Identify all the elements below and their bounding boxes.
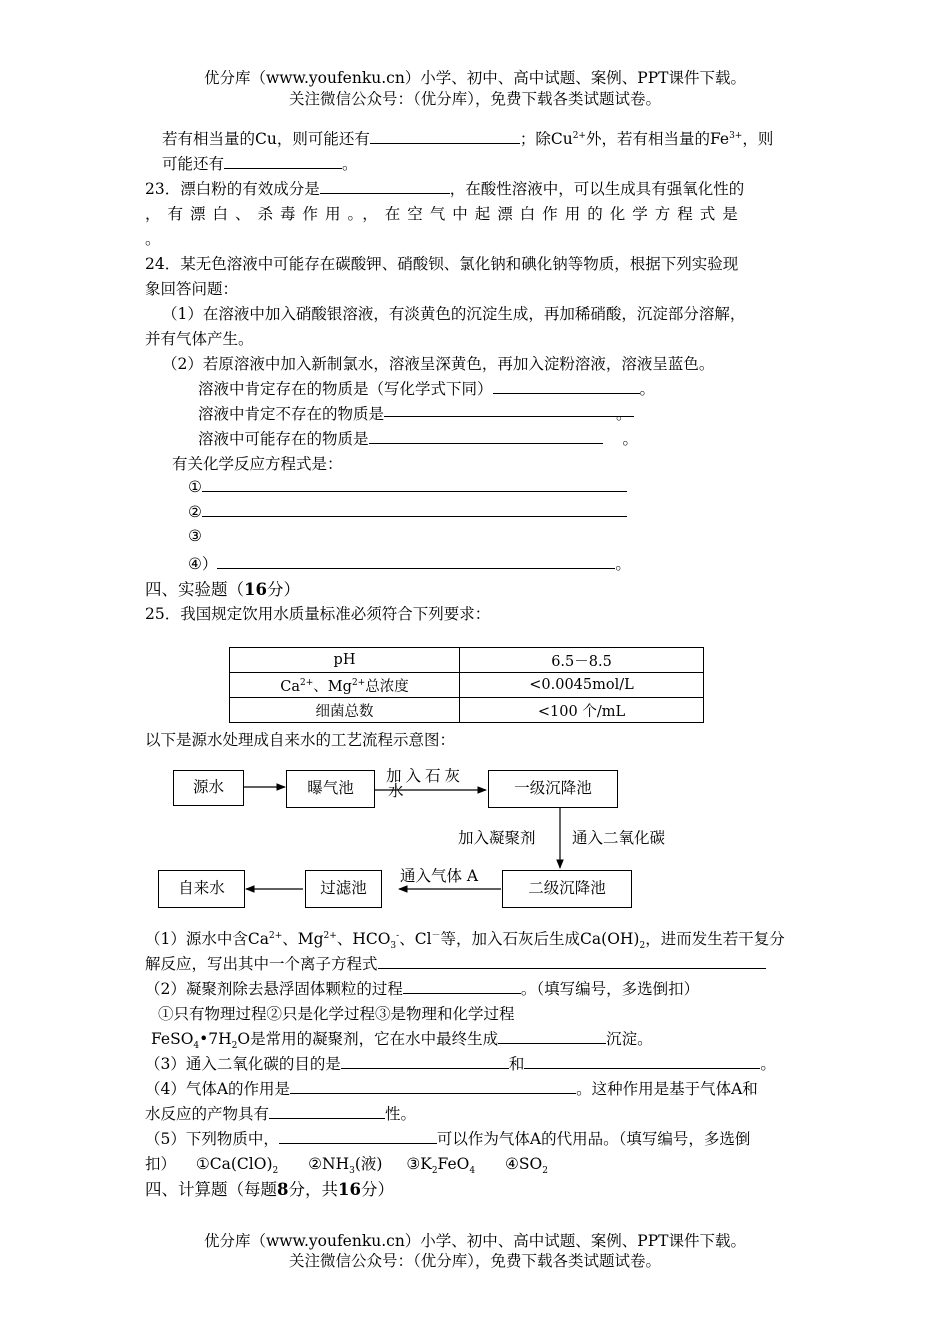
q24-step2: （2）若原溶液中加入新制氯水，溶液呈深黄色，再加入淀粉溶液，溶液呈蓝色。 bbox=[162, 355, 715, 373]
header-line-1: 优分库（www.youfenku.cn）小学、初中、高中试题、案例、PPT课件下载。 bbox=[203, 69, 747, 87]
p2-text-a: （2）凝聚剂除去悬浮固体颗粒的过程 bbox=[145, 980, 403, 998]
ion-total: 总浓度 bbox=[365, 678, 409, 695]
q25-p2-line-3 bbox=[151, 1027, 653, 1051]
p2-text-d: 沉淀。 bbox=[606, 1030, 653, 1048]
q25-p1-line-2 bbox=[145, 952, 766, 974]
q22-blank-2[interactable] bbox=[224, 154, 342, 169]
p3-text-a: （3）通入二氧化碳的目的是 bbox=[145, 1055, 341, 1073]
q23-text-b: ，在酸性溶液中，可以生成具有强氧化性的 bbox=[449, 180, 745, 198]
q22-cu-charge: 2+ bbox=[572, 130, 586, 141]
q23-line-2: ，有漂白、杀毒作用。，在空气中起漂白作用的化学方程式是 bbox=[145, 205, 745, 223]
q25-p4-line-1 bbox=[145, 1077, 758, 1099]
opt2-tail: (液) bbox=[354, 1155, 383, 1173]
flow-box-settle2: 二级沉降池 bbox=[502, 870, 632, 908]
p1-text-g: 解反应，写出其中一个离子方程式 bbox=[145, 955, 378, 973]
p5-text-a: （5）下列物质中， bbox=[145, 1130, 279, 1148]
q24-line-2: 象回答问题： bbox=[145, 280, 239, 298]
ion-ca: Ca bbox=[280, 678, 301, 695]
p1-text-a: （1）源水中含Ca bbox=[145, 930, 269, 948]
q25-p2-line-1 bbox=[145, 977, 699, 999]
p1-cl-charge: － bbox=[431, 930, 441, 941]
flow-label-co2: 通入二氧化碳 bbox=[572, 829, 666, 847]
q24-step1-b: 并有气体产生。 bbox=[145, 330, 254, 348]
p1-text-d: 、Cl bbox=[399, 930, 432, 948]
sec5-title-a: 四、计算题（每题 bbox=[145, 1180, 277, 1199]
q24-maybe-blank[interactable] bbox=[369, 429, 603, 444]
sec4-title-a: 四、实验题（ bbox=[145, 580, 244, 599]
opt3-sub-2: 4 bbox=[469, 1166, 476, 1177]
p1-text-c: 、HCO bbox=[336, 930, 391, 948]
sec4-unit: 分） bbox=[266, 580, 300, 599]
q24-mustnot-blank[interactable] bbox=[384, 402, 634, 423]
q25-p5-line-2 bbox=[145, 1152, 548, 1176]
ion-mg-charge: 2+ bbox=[351, 677, 366, 688]
q22-text-f: 。 bbox=[342, 155, 358, 173]
q24-eq-4-blank[interactable] bbox=[217, 554, 615, 569]
q23-line-1 bbox=[145, 177, 744, 199]
q25-p1-line-1 bbox=[145, 927, 785, 951]
option-2 bbox=[308, 1155, 383, 1177]
q24-mustnot-end: 。 bbox=[616, 405, 632, 423]
flow-label-lime-tail: 水 bbox=[388, 782, 404, 800]
p2-feso4: FeSO bbox=[151, 1030, 194, 1048]
q22-text-a: 若有相当量的Cu，则可能还有 bbox=[162, 130, 370, 148]
p5-text-b: 可以作为气体A的代用品。（填写编号，多选倒 bbox=[436, 1130, 751, 1148]
opt3-mid: FeO bbox=[437, 1155, 470, 1173]
section-4-title bbox=[145, 576, 300, 600]
q23-blank-1[interactable] bbox=[320, 179, 450, 194]
q24-eq-1-label: ① bbox=[188, 478, 202, 496]
q25-p4-line-2 bbox=[145, 1102, 416, 1124]
q24-maybe-label: 溶液中可能存在的物质是 bbox=[198, 430, 369, 448]
p1-mg-charge: 2+ bbox=[323, 930, 337, 941]
ion-ca-charge: 2+ bbox=[300, 677, 314, 688]
table-row bbox=[230, 673, 704, 698]
p5-text-c: 扣） bbox=[145, 1155, 177, 1173]
q24-line-1: 24．某无色溶液中可能存在碳酸钾、硝酸钡、氯化钠和碘化钠等物质，根据下列实验现 bbox=[145, 255, 739, 273]
opt3-sub-1: 2 bbox=[431, 1166, 438, 1177]
p1-ca-charge: 2+ bbox=[268, 930, 283, 941]
p1-caoh-sub: 2 bbox=[639, 941, 646, 952]
p2-blank-1[interactable] bbox=[403, 979, 521, 994]
q24-must-label: 溶液中肯定存在的物质是（写化学式下同） bbox=[198, 380, 493, 398]
q24-must-end: 。 bbox=[639, 380, 656, 398]
flow-box-aeration: 曝气池 bbox=[286, 770, 375, 808]
p1-hco3-sub: 3 bbox=[390, 941, 397, 952]
p2-text-b: 。（填写编号，多选倒扣） bbox=[520, 980, 700, 998]
q24-must-exist bbox=[198, 377, 655, 399]
table-cell-ions-value: <0.0045mol/L bbox=[460, 673, 704, 698]
q24-eq-3-label: ③ bbox=[188, 527, 202, 545]
p2-h2o: •7H bbox=[199, 1030, 232, 1048]
q24-eq-1-blank[interactable] bbox=[202, 477, 627, 492]
sec5-score-total: 16 bbox=[337, 1180, 361, 1199]
q25-p2-options: ①只有物理过程②只是化学过程③是物理和化学过程 bbox=[158, 1005, 515, 1023]
sec5-mid: 分，共 bbox=[288, 1180, 338, 1199]
p4-text-c: 水反应的产物具有 bbox=[145, 1105, 270, 1123]
sec5-score-each: 8 bbox=[277, 1180, 289, 1199]
table-cell-bacteria-value: <100 个/mL bbox=[460, 698, 704, 723]
table-row bbox=[230, 648, 704, 673]
opt1-text: ①Ca(ClO) bbox=[195, 1155, 273, 1173]
table-cell-ph-value: 6.5－8.5 bbox=[460, 648, 704, 673]
q24-eq-title: 有关化学反应方程式是： bbox=[172, 455, 343, 473]
q24-eq-2 bbox=[188, 502, 627, 521]
q22-text-b: ；除Cu bbox=[519, 130, 573, 148]
flow-label-gas-a: 通入气体 A bbox=[400, 867, 479, 885]
p1-text-b: 、Mg bbox=[282, 930, 324, 948]
q24-eq-2-blank[interactable] bbox=[202, 502, 627, 517]
q24-step1-a: （1）在溶液中加入硝酸银溶液，有淡黄色的沉淀生成，再加稀硝酸，沉淀部分溶解， bbox=[162, 305, 746, 323]
opt4-sub: 2 bbox=[542, 1166, 548, 1177]
flow-box-tap-water: 自来水 bbox=[158, 870, 245, 908]
section-calc-title bbox=[145, 1176, 394, 1200]
flow-label-coagulant: 加入凝聚剂 bbox=[458, 829, 536, 847]
q24-must-blank[interactable] bbox=[493, 379, 640, 394]
q24-eq-2-label: ② bbox=[188, 503, 202, 521]
q24-eq-4 bbox=[188, 552, 631, 574]
p4-blank-2[interactable] bbox=[269, 1104, 385, 1119]
q25-intro: 25．我国规定饮用水质量标准必须符合下列要求： bbox=[145, 605, 491, 623]
p3-text-c: 。 bbox=[760, 1055, 776, 1073]
water-standard-table bbox=[229, 647, 704, 723]
q22-text-c: 外，若有相当量的Fe bbox=[585, 130, 730, 148]
q22-blank-1[interactable] bbox=[370, 129, 520, 144]
opt3-text: ③K bbox=[406, 1155, 432, 1173]
p1-text-e: 等，加入石灰后生成Ca(OH) bbox=[440, 930, 640, 948]
q24-mustnot-label: 溶液中肯定不存在的物质是 bbox=[198, 405, 385, 423]
p5-blank[interactable] bbox=[279, 1129, 437, 1144]
q24-eq-4-end: 。 bbox=[615, 555, 631, 573]
q24-eq-3 bbox=[188, 527, 202, 545]
flow-box-settle1: 一级沉降池 bbox=[488, 770, 618, 808]
p3-blank-2[interactable] bbox=[524, 1054, 760, 1069]
table-row bbox=[230, 698, 704, 723]
p4-text-b: 。这种作用是基于气体A和 bbox=[576, 1080, 758, 1098]
q22-text-d: ，则 bbox=[742, 130, 774, 148]
flow-label-add-lime: 加入石灰 bbox=[386, 767, 465, 785]
flow-box-filter: 过滤池 bbox=[305, 870, 382, 908]
table-cell-ph: pH bbox=[230, 648, 460, 673]
q24-eq-1 bbox=[188, 477, 627, 496]
opt2-sub: 3 bbox=[349, 1166, 355, 1177]
opt4-text: ④SO bbox=[504, 1155, 543, 1173]
opt2-text: ②NH bbox=[308, 1155, 350, 1173]
table-cell-bacteria: 细菌总数 bbox=[230, 698, 460, 723]
p3-text-b: 和 bbox=[508, 1055, 525, 1073]
p4-text-a: （4）气体A的作用是 bbox=[145, 1080, 291, 1098]
q23-line-3: 。 bbox=[145, 230, 161, 248]
table-cell-ions bbox=[230, 673, 460, 698]
q22-line-1 bbox=[162, 127, 773, 149]
p4-text-d: 性。 bbox=[385, 1105, 417, 1123]
q22-fe-charge: 3+ bbox=[729, 130, 743, 141]
footer-line-2: 关注微信公众号：（优分库），免费下载各类试题试卷。 bbox=[288, 1252, 661, 1270]
p4-blank-1[interactable] bbox=[290, 1079, 576, 1094]
p1-blank[interactable] bbox=[378, 954, 766, 969]
option-1 bbox=[195, 1155, 279, 1177]
p2-feso4-sub: 4 bbox=[193, 1041, 200, 1052]
q22-text-e: 可能还有 bbox=[162, 155, 225, 173]
q24-eq-4-label: ④） bbox=[188, 555, 218, 573]
footer-line-1: 优分库（www.youfenku.cn）小学、初中、高中试题、案例、PPT课件下载。 bbox=[203, 1232, 747, 1250]
p2-blank-2[interactable] bbox=[498, 1029, 606, 1044]
flow-intro: 以下是源水处理成自来水的工艺流程示意图： bbox=[145, 731, 456, 749]
flow-box-source: 源水 bbox=[173, 770, 244, 806]
p2-h2o-sub: 2 bbox=[231, 1041, 238, 1052]
sec5-unit: 分） bbox=[360, 1180, 394, 1199]
q24-maybe-end: 。 bbox=[622, 430, 639, 448]
option-4 bbox=[504, 1155, 548, 1177]
ion-mg: 、Mg bbox=[313, 678, 352, 695]
opt1-sub: 2 bbox=[272, 1166, 279, 1177]
q24-must-not-exist bbox=[198, 402, 634, 424]
q24-maybe-exist bbox=[198, 427, 638, 449]
q22-line-2 bbox=[162, 152, 358, 174]
q23-text-a: 23．漂白粉的有效成分是 bbox=[145, 180, 320, 198]
option-3 bbox=[406, 1155, 476, 1177]
q25-p3 bbox=[145, 1052, 776, 1074]
sec4-score: 16 bbox=[244, 580, 267, 599]
p3-blank-1[interactable] bbox=[341, 1054, 509, 1069]
header-line-2: 关注微信公众号：（优分库），免费下载各类试题试卷。 bbox=[288, 90, 661, 108]
p2-text-c: O是常用的凝聚剂，它在水中最终生成 bbox=[237, 1030, 499, 1048]
p1-hco3-charge: - bbox=[396, 930, 400, 941]
p1-text-f: ，进而发生若干复分 bbox=[645, 930, 785, 948]
q25-p5-line-1 bbox=[145, 1127, 750, 1149]
